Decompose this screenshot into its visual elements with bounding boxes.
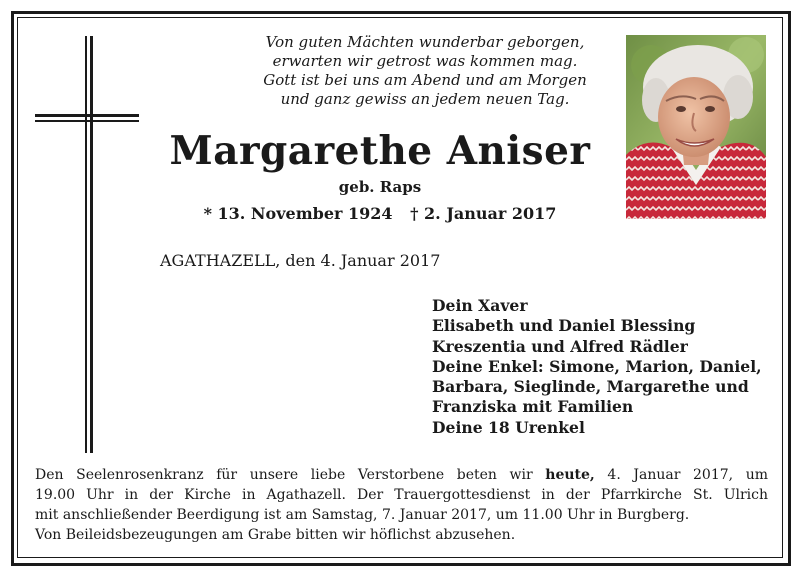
deceased-name: Margarethe Aniser xyxy=(169,128,591,174)
poem-line: und ganz gewiss an jedem neuen Tag. xyxy=(280,90,570,108)
birth-date: * 13. November 1924 xyxy=(203,204,393,223)
poem xyxy=(230,33,620,109)
mourners-list xyxy=(432,296,777,438)
service-line xyxy=(35,465,768,485)
life-dates xyxy=(150,203,610,225)
place-and-date: AGATHAZELL, den 4. Januar 2017 xyxy=(160,251,441,270)
condolence-note: Von Beileidsbezeugungen am Grabe bitten wir höflichst abzusehen. xyxy=(35,527,516,543)
poem-line: erwarten wir getrost was kommen mag. xyxy=(272,52,578,70)
mourner-line: Barbara, Sieglinde, Margarethe und xyxy=(432,377,749,397)
mourner-line: Dein Xaver xyxy=(432,296,528,315)
mourner-line: Elisabeth und Daniel Blessing xyxy=(432,316,696,336)
service-highlight: heute, xyxy=(545,467,595,483)
mourner-line: Franziska mit Familien xyxy=(432,397,634,417)
poem-line: Von guten Mächten wunderbar geborgen, xyxy=(265,33,585,51)
portrait-photo xyxy=(626,35,766,219)
service-text: 4. Januar 2017, um xyxy=(607,467,768,483)
death-date: † 2. Januar 2017 xyxy=(410,204,557,223)
poem-line: Gott ist bei uns am Abend und am Morgen xyxy=(263,71,587,89)
service-announcement xyxy=(35,465,768,525)
service-line: mit anschließender Beerdigung ist am Samstag, 7. Januar 2017, um 11.00 Uhr in Burgberg. xyxy=(35,507,690,523)
mourner-line: Kreszentia und Alfred Rädler xyxy=(432,336,688,356)
service-text: Den Seelenrosenkranz für unsere liebe Verstorbene beten wir xyxy=(35,467,533,483)
birth-name: geb. Raps xyxy=(338,178,422,196)
mourner-line: Deine Enkel: Simone, Marion, Daniel, xyxy=(432,356,762,376)
mourner-line: Deine 18 Urenkel xyxy=(432,417,585,437)
service-line: 19.00 Uhr in der Kirche in Agathazell. Der Trauergottesdienst in der Pfarrkirche St. Ulrich xyxy=(35,487,768,503)
